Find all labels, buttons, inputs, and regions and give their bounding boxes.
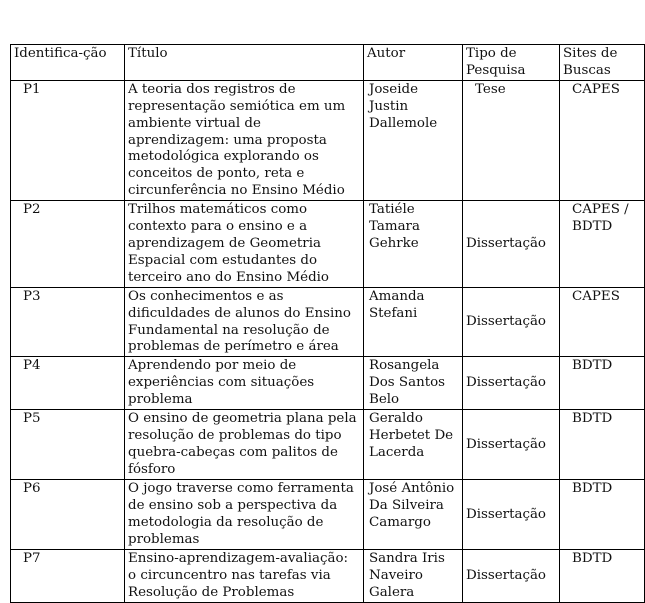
cell-id: P4 (11, 357, 125, 410)
cell-tipo: Tese (463, 80, 560, 200)
cell-titulo: Ensino-aprendizagem-avaliação: o circuncentro nas tarefas via Resolução de Problemas (125, 550, 364, 603)
research-table-container (10, 44, 639, 603)
cell-sites: BDTD (560, 410, 645, 480)
cell-tipo: Dissertação (463, 410, 560, 480)
cell-autor: Joseide Justin Dallemole (364, 80, 463, 200)
cell-id: P7 (11, 550, 125, 603)
cell-tipo: Dissertação (463, 287, 560, 357)
cell-id: P2 (11, 201, 125, 288)
cell-autor: Geraldo Herbetet De Lacerda (364, 410, 463, 480)
research-table (10, 44, 645, 603)
cell-autor: Amanda Stefani (364, 287, 463, 357)
cell-id: P5 (11, 410, 125, 480)
cell-id: P6 (11, 480, 125, 550)
header-autor: Autor (364, 45, 463, 81)
cell-titulo: Os conhecimentos e as dificuldades de alunos do Ensino Fundamental na resolução de problemas de perímetro e área (125, 287, 364, 357)
cell-sites: BDTD (560, 480, 645, 550)
table-row (11, 357, 645, 410)
cell-autor: José Antônio Da Silveira Camargo (364, 480, 463, 550)
cell-tipo: Dissertação (463, 550, 560, 603)
cell-titulo: Trilhos matemáticos como contexto para o ensino e a aprendizagem de Geometria Espacial com estudantes do terceiro ano do Ensino Médio (125, 201, 364, 288)
cell-sites: CAPES / BDTD (560, 201, 645, 288)
cell-titulo: O jogo traverse como ferramenta de ensino sob a perspectiva da metodologia da resolução de problemas (125, 480, 364, 550)
cell-titulo: A teoria dos registros de representação semiótica em um ambiente virtual de aprendizagem: uma proposta metodológica explorando os conceitos de ponto, reta e circunferência no Ensino Médio (125, 80, 364, 200)
cell-autor: Sandra Iris Naveiro Galera (364, 550, 463, 603)
cell-titulo: Aprendendo por meio de experiências com situações problema (125, 357, 364, 410)
header-identificacao: Identifica-ção (11, 45, 125, 81)
table-row (11, 287, 645, 357)
cell-autor: Rosangela Dos Santos Belo (364, 357, 463, 410)
header-tipo-pesquisa: Tipo de Pesquisa (463, 45, 560, 81)
cell-sites: BDTD (560, 357, 645, 410)
cell-id: P3 (11, 287, 125, 357)
cell-tipo: Dissertação (463, 357, 560, 410)
header-sites-buscas: Sites de Buscas (560, 45, 645, 81)
table-row (11, 410, 645, 480)
cell-sites: CAPES (560, 287, 645, 357)
header-titulo: Título (125, 45, 364, 81)
table-row (11, 480, 645, 550)
table-row (11, 201, 645, 288)
cell-titulo: O ensino de geometria plana pela resolução de problemas do tipo quebra-cabeças com palitos de fósforo (125, 410, 364, 480)
cell-sites: CAPES (560, 80, 645, 200)
cell-tipo: Dissertação (463, 201, 560, 288)
cell-id: P1 (11, 80, 125, 200)
table-row (11, 80, 645, 200)
cell-autor: Tatiéle Tamara Gehrke (364, 201, 463, 288)
table-header-row (11, 45, 645, 81)
cell-sites: BDTD (560, 550, 645, 603)
cell-tipo: Dissertação (463, 480, 560, 550)
table-row (11, 550, 645, 603)
